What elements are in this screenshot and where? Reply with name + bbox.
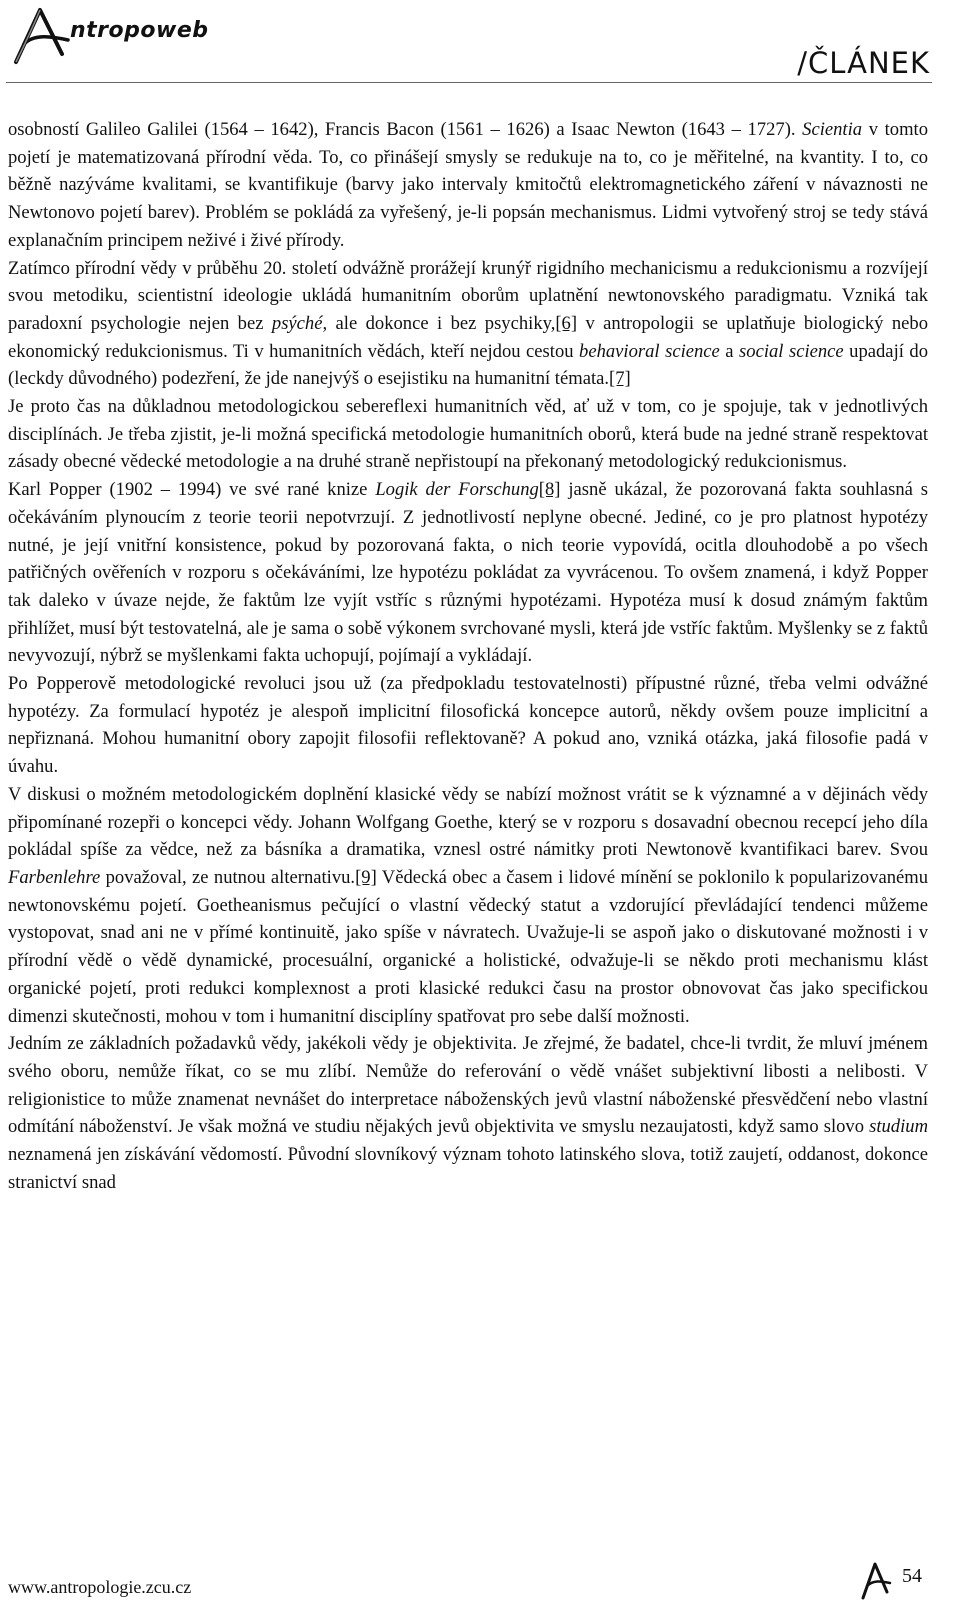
- italic-term: social science: [739, 340, 844, 362]
- text-run: v antropologii se uplatňuje biologický nebo ekonomický redukcionismus. Ti v humanitních vědách, kteří nejdou cestou: [8, 312, 928, 362]
- italic-term: psýché,: [271, 312, 328, 334]
- text-run: Jedním ze základních požadavků vědy, jakékoli vědy je objektivita. Je zřejmé, že badatel, chce-li tvrdit, že mluví jménem svého oboru, nemůže říkat, co se mu zlíbí. Nemůže do referování o vědě vnášet subjektivní libosti a nelibosti. V religionistice to může znamenat nevnášet do interpretace náboženských jevů vlastní náboženské přesvědčení nebo vlastní odmítání náboženství. Je však možná ve studiu nějakých jevů objektivita ve smyslu nezaujatosti, když samo slovo: [8, 1033, 928, 1138]
- paragraph: [8, 781, 928, 1030]
- text-run: Po Popperově metodologické revoluci jsou už (za předpokladu testovatelnosti) přípustné různé, třeba velmi odvážné hypotézy. Za formulací hypotéz je alespoň implicitní filosofická koncepce autorů, někdy ovšem pouze implicitní a nepřiznaná. Mohou humanitní obory zapojit filosofii reflektovaně? A pokud ano, vzniká otázka, jaká filosofie padá v úvahu.: [8, 673, 928, 778]
- text-run: ale dokonce i bez psychiky,: [327, 312, 556, 334]
- italic-term: Scientia: [802, 119, 863, 140]
- header-divider: [6, 82, 932, 83]
- article-body: [8, 116, 928, 1196]
- section-label: /ČLÁNEK: [797, 46, 930, 80]
- italic-term: Farbenlehre: [8, 866, 101, 888]
- paragraph: [8, 670, 928, 781]
- footnote-link[interactable]: [8]: [538, 479, 561, 501]
- text-run: Vědecká obec a časem i lidové mínění se poklonilo k popularizovanému newtonovskému pojetí. Goetheanismus pečující o vlastní vědecký statut a vzdorující převládající tendenci můžeme vystopovat, snad ani ne v přímé kontinuitě, jako spíše v návratech. Uvažuje-li se aspoň jako o diskutované možnosti i v přírodní vědě o vědě dynamické, procesuální, organické a holistické, odvažuje-li se někdo proti mechanismu klást organické pojetí, proti redukci komplexnost a proti klasické redukci času na prostor obnovovat čas jako specifickou dimenzi skutečnosti, mohou v tom i humanitní disciplíny spatřovat pro sebe další možnosti.: [8, 866, 929, 1027]
- page-number: 54: [902, 1565, 922, 1587]
- footnote-link[interactable]: [6]: [555, 312, 578, 334]
- text-run: Zatímco přírodní vědy v průběhu 20. století odvážně prorážejí krunýř rigidního mechanicismu a redukcionismu a rozvíjejí svou metodiku, scientistní ideologie ukládá humanitním oborům uplatnění newtonovského paradigmatu. Vzniká tak paradoxní psychologie nejen bez: [8, 257, 928, 334]
- text-run: jasně ukázal, že pozorovaná fakta souhlasná s očekáváním plynoucím z teorie teorii nepotvrzují. Z jednotlivostí neplyne obecné. Jediné, co je pro platnost hypotézy nutné, je její vnitřní konsistence, pokud by pozorovaná fakta, o nich teorie vypovídá, ocitla dlouhodobě a po všech patřičných ověřeních v rozporu s očekáváními, lze hypotézu pokládat za vyvrácenou. To ovšem znamená, i když Popper tak daleko v úvaze nejde, že faktům lze vyjít vstříc s různými hypotézami. Hypotéza musí k dosud známým faktům přihlížet, musí být testovatelná, ale je sama o sobě výkonem svrchované mysli, která jde vstříc faktům. Myšlenky se z faktů nevyvozují, nýbrž se myšlenkami fakta uchopují, pojímají a vykládají.: [8, 479, 928, 667]
- paragraph: [8, 393, 928, 476]
- paragraph: [8, 1030, 928, 1196]
- italic-term: behavioral science: [579, 340, 720, 362]
- footnote-link[interactable]: [9]: [355, 866, 377, 888]
- text-run: v tomto pojetí je matematizovaná přírodní věda. To, co přinášejí smysly se redukuje na to, co je měřitelné, na kvantity. I to, co běžně nazýváme kvalitami, se kvantifikuje (barvy jako intervaly kmitočtů elektromagnetického záření v návaznosti ne Newtonovo pojetí barev). Problém se pokládá za vyřešený, je-li popsán mechanismus. Lidmi vytvořený stroj se tedy stává explanačním principem neživé i živé přírody.: [8, 119, 929, 251]
- text-run: Karl Popper (1902 – 1994) ve své rané knize: [8, 479, 376, 501]
- text-run: Je proto čas na důkladnou metodologickou sebereflexi humanitních věd, ať už v tom, co je spojuje, tak v jednotlivých disciplínách. Je třeba zjistit, je-li možná specifická metodologie humanitních oborů, která bude na jedné straně respektovat zásady obecné vědecké metodologie a na druhé straně nepřistoupí na překonaný metodologický redukcionismus.: [8, 396, 928, 473]
- italic-term: studium: [869, 1116, 928, 1138]
- text-run: V diskusi o možném metodologickém doplnění klasické vědy se nabízí možnost vrátit se k významné a v dějinách vědy připomínané rozepři o koncepci vědy. Johann Wolfgang Goethe, který se v rozporu s dosavadní obecnou recepcí jeho díla pokládal spíše za vědce, než za básníka a dramatika, vznesl ostré námitky proti Newtonově kvantifikaci barev. Svou: [8, 783, 928, 861]
- text-run: osobností Galileo Galilei (1564 – 1642), Francis Bacon (1561 – 1626) a Isaac Newton (1643 – 1727).: [8, 119, 803, 140]
- footer-logo-icon: [860, 1558, 892, 1602]
- text-run: neznamená jen získávání vědomostí. Původní slovníkový význam tohoto latinského slova, totiž zaujetí, oddanost, dokonce stranictví snad: [8, 1144, 928, 1193]
- paragraph: [8, 116, 928, 255]
- text-run: považoval, ze nutnou alternativu.: [100, 866, 356, 888]
- paragraph: [8, 476, 928, 670]
- text-run: upadají do (leckdy důvodného) podezření, že jde nanejvýš o esejistiku na humanitní témata.: [8, 340, 928, 390]
- footer-url[interactable]: www.antropologie.zcu.cz: [8, 1577, 192, 1597]
- antropoweb-a-icon: [10, 4, 72, 68]
- logo-text: ntropoweb: [70, 18, 209, 43]
- page-header: [0, 0, 960, 86]
- paragraph: [8, 255, 928, 394]
- text-run: a: [719, 340, 740, 362]
- antropoweb-logo[interactable]: [10, 4, 230, 68]
- footnote-link[interactable]: [7]: [609, 368, 631, 390]
- italic-term: Logik der Forschung: [375, 479, 539, 501]
